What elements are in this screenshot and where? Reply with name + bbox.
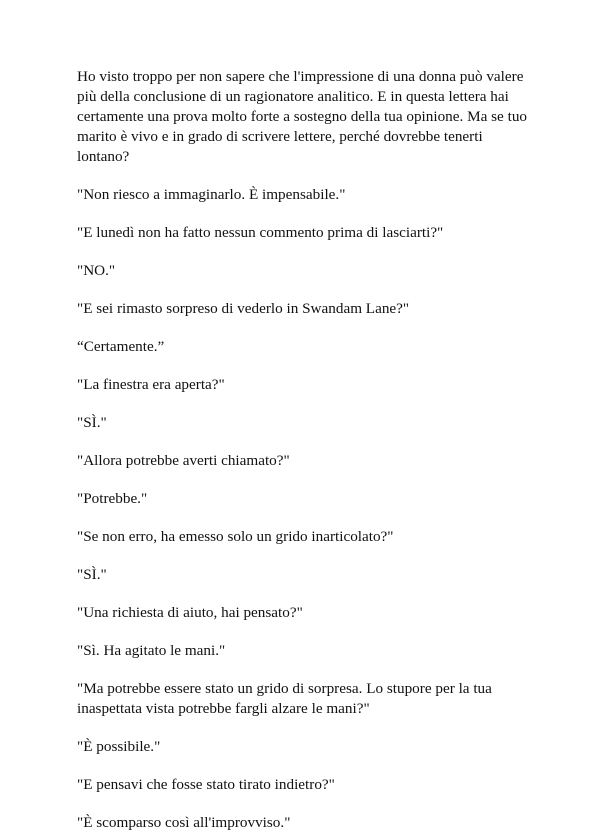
dialogue-line-1: "Non riesco a immaginarlo. È impensabile." — [77, 186, 346, 203]
dialogue-line-3: "NO." — [77, 262, 116, 279]
dialogue-line-5: “Certamente.” — [77, 338, 165, 355]
dialogue-line-4: "E sei rimasto sorpreso di vederlo in Swandam Lane?" — [77, 300, 410, 317]
dialogue-line-7: "SÌ." — [77, 414, 107, 431]
dialogue-line-14: "Ma potrebbe essere stato un grido di sorpresa. Lo stupore per la tua inaspettata vista potrebbe fargli alzare le mani?" — [77, 680, 492, 717]
dialogue-line-16: "E pensavi che fosse stato tirato indietro?" — [77, 776, 335, 793]
dialogue-line-10: "Se non erro, ha emesso solo un grido inarticolato?" — [77, 528, 394, 545]
dialogue-line-8: "Allora potrebbe averti chiamato?" — [77, 452, 290, 469]
dialogue-line-6: "La finestra era aperta?" — [77, 376, 225, 393]
dialogue-line-11: "SÌ." — [77, 566, 107, 583]
dialogue-line-12: "Una richiesta di aiuto, hai pensato?" — [77, 604, 303, 621]
dialogue-line-17: "È scomparso così all'improvviso." — [77, 814, 291, 831]
dialogue-line-15: "È possibile." — [77, 738, 161, 755]
intro-paragraph: Ho visto troppo per non sapere che l'impressione di una donna può valere più della conclusione di un ragionatore analitico. E in questa lettera hai certamente una prova molto forte a sostegno della tua opinione. Ma se tuo marito è vivo e in grado di scrivere lettere, perché dovrebbe tenerti lontano? — [77, 68, 528, 165]
dialogue-line-9: "Potrebbe." — [77, 490, 148, 507]
dialogue-line-2: "E lunedì non ha fatto nessun commento prima di lasciarti?" — [77, 224, 444, 241]
dialogue-line-13: "Sì. Ha agitato le mani." — [77, 642, 226, 659]
